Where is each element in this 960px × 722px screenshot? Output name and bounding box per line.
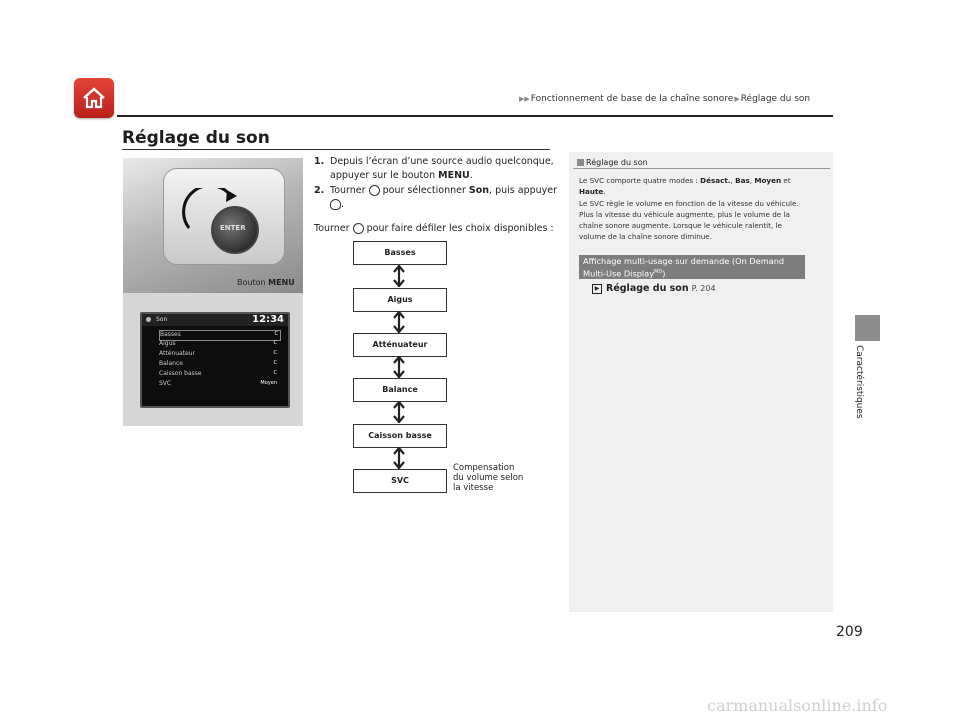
breadcrumb-arrow-icon: ▶▶ — [519, 95, 530, 103]
screen-row[interactable] — [159, 340, 279, 349]
dial-icon — [369, 185, 380, 196]
ref-page: P. 204 — [691, 284, 716, 293]
section-tab[interactable] — [855, 315, 880, 341]
breadcrumb-item[interactable]: Réglage du son — [740, 94, 811, 104]
page-title: Réglage du son — [122, 128, 270, 148]
double-arrow-icon — [393, 311, 405, 333]
step-bold: MENU — [438, 170, 470, 181]
screen-row-label: SVC — [159, 380, 172, 387]
screen-title: Son — [156, 316, 168, 323]
section-tab-label: Caractéristiques — [854, 345, 864, 419]
step-text: Depuis l’écran d’une source audio quelconque, — [330, 156, 554, 167]
screen-row-label: Atténuateur — [159, 350, 195, 357]
svc-note-line: du volume selon — [453, 473, 524, 483]
enter-knob[interactable] — [211, 206, 259, 254]
screen-row[interactable] — [159, 380, 279, 389]
screen-row[interactable] — [159, 360, 279, 369]
screen-row-label: Balance — [159, 360, 183, 367]
double-arrow-icon — [393, 356, 405, 378]
step-text: pour faire défiler les choix disponibles : — [366, 223, 554, 234]
double-arrow-icon — [393, 447, 405, 469]
home-button[interactable] — [74, 78, 114, 118]
note-text: et — [783, 176, 791, 185]
note-icon — [577, 159, 584, 166]
screen-header — [142, 314, 288, 326]
screen-row-label: Basses — [160, 331, 181, 338]
screen-row-value: C — [273, 360, 277, 366]
breadcrumb-item[interactable]: Fonctionnement de base de la chaîne sonore — [530, 94, 734, 104]
dashboard-photo — [123, 158, 303, 426]
flow-item-balance: Balance — [353, 378, 447, 402]
note-text: volume de la chaîne sonore diminue. — [579, 232, 713, 241]
home-icon — [80, 84, 108, 112]
title-divider — [122, 149, 550, 150]
double-arrow-icon — [393, 265, 405, 287]
audio-screen — [140, 312, 290, 408]
od-line: Affichage multi-usage sur demande (On Demand — [583, 256, 785, 266]
screen-row-label: Caisson basse — [159, 370, 202, 377]
screen-row[interactable] — [159, 350, 279, 359]
mode-name: Haute — [579, 187, 604, 196]
callout-bold: MENU — [268, 278, 295, 287]
callout-prefix: Bouton — [237, 278, 266, 287]
note-text: Le SVC comporte quatre modes : — [579, 176, 698, 185]
svc-note — [453, 463, 523, 493]
note-paragraph-2 — [579, 198, 829, 242]
breadcrumb-arrow-icon: ▶ — [734, 95, 740, 103]
flow-item-basses: Basses — [353, 241, 447, 265]
step-number: 2. — [314, 185, 325, 196]
note-paragraph-1: Le SVC comporte quatre modes : Désact., Bas, Moyen et Haute. — [579, 176, 791, 196]
screen-row[interactable] — [159, 370, 279, 379]
header-divider — [117, 115, 833, 117]
menu-button-callout — [237, 278, 295, 287]
flow-item-attenuateur: Atténuateur — [353, 333, 447, 357]
svc-note-line: la vitesse — [453, 483, 494, 493]
dial-icon — [353, 223, 364, 234]
mode-name: Bas — [735, 176, 750, 185]
double-arrow-icon — [393, 401, 405, 423]
step-2: 2. Tourner pour sélectionner Son, puis appuyer . — [314, 185, 558, 210]
screen-row-value: Moyen — [260, 380, 277, 386]
screen-row-value: C — [274, 331, 278, 337]
screen-row-value: C — [273, 340, 277, 346]
sound-icon — [146, 317, 151, 322]
flow-item-caisson-basse: Caisson basse — [353, 424, 447, 448]
note-heading-text: Réglage du son — [586, 158, 648, 167]
screen-row-value: C — [273, 350, 277, 356]
step-1: 1. Depuis l’écran d’une source audio quelconque, appuyer sur le bouton MENU. — [314, 156, 554, 181]
ref-title[interactable]: Réglage du son — [606, 283, 689, 294]
note-text: Le SVC règle le volume en fonction de la vitesse du véhicule. — [579, 199, 799, 208]
step-text: Tourner — [330, 185, 366, 196]
step-text: , puis appuyer — [489, 185, 558, 196]
step-text: pour sélectionner — [382, 185, 466, 196]
breadcrumb — [518, 94, 810, 104]
screen-row-label: Aigus — [159, 340, 176, 347]
screen-clock: 12:34 — [252, 314, 284, 325]
step-text: appuyer sur le bouton — [330, 170, 436, 181]
knob-label: ENTER — [220, 224, 246, 232]
od-line: Multi-Use Display — [583, 268, 655, 279]
push-icon — [330, 199, 341, 210]
step-text: Tourner — [314, 223, 350, 234]
mode-name: Désact. — [700, 176, 731, 185]
cross-reference-link[interactable] — [592, 283, 716, 294]
note-divider — [573, 168, 830, 169]
svc-note-line: Compensation — [453, 463, 515, 473]
mode-name: Moyen — [754, 176, 782, 185]
note-text: chaîne sonore augmente. Lorsque le véhicule ralentit, le — [579, 221, 782, 230]
step-number: 1. — [314, 156, 325, 167]
step-bold: Son — [468, 185, 490, 196]
watermark: carmanualsonline.info — [707, 696, 888, 715]
od-mark: MD — [654, 269, 663, 275]
flow-item-aigus: Aigus — [353, 288, 447, 312]
note-text: Plus la vitesse du véhicule augmente, plus le volume de la — [579, 210, 790, 219]
reference-arrow-icon: ▶ — [592, 284, 602, 294]
note-heading — [577, 158, 648, 167]
page-number: 209 — [836, 624, 863, 640]
scroll-instruction — [314, 222, 564, 236]
on-demand-display-label: Affichage multi-usage sur demande (On Demand Multi-Use Display$^{MD}$) — [579, 255, 805, 279]
screen-row-value: C — [273, 370, 277, 376]
flow-item-svc: SVC — [353, 469, 447, 493]
